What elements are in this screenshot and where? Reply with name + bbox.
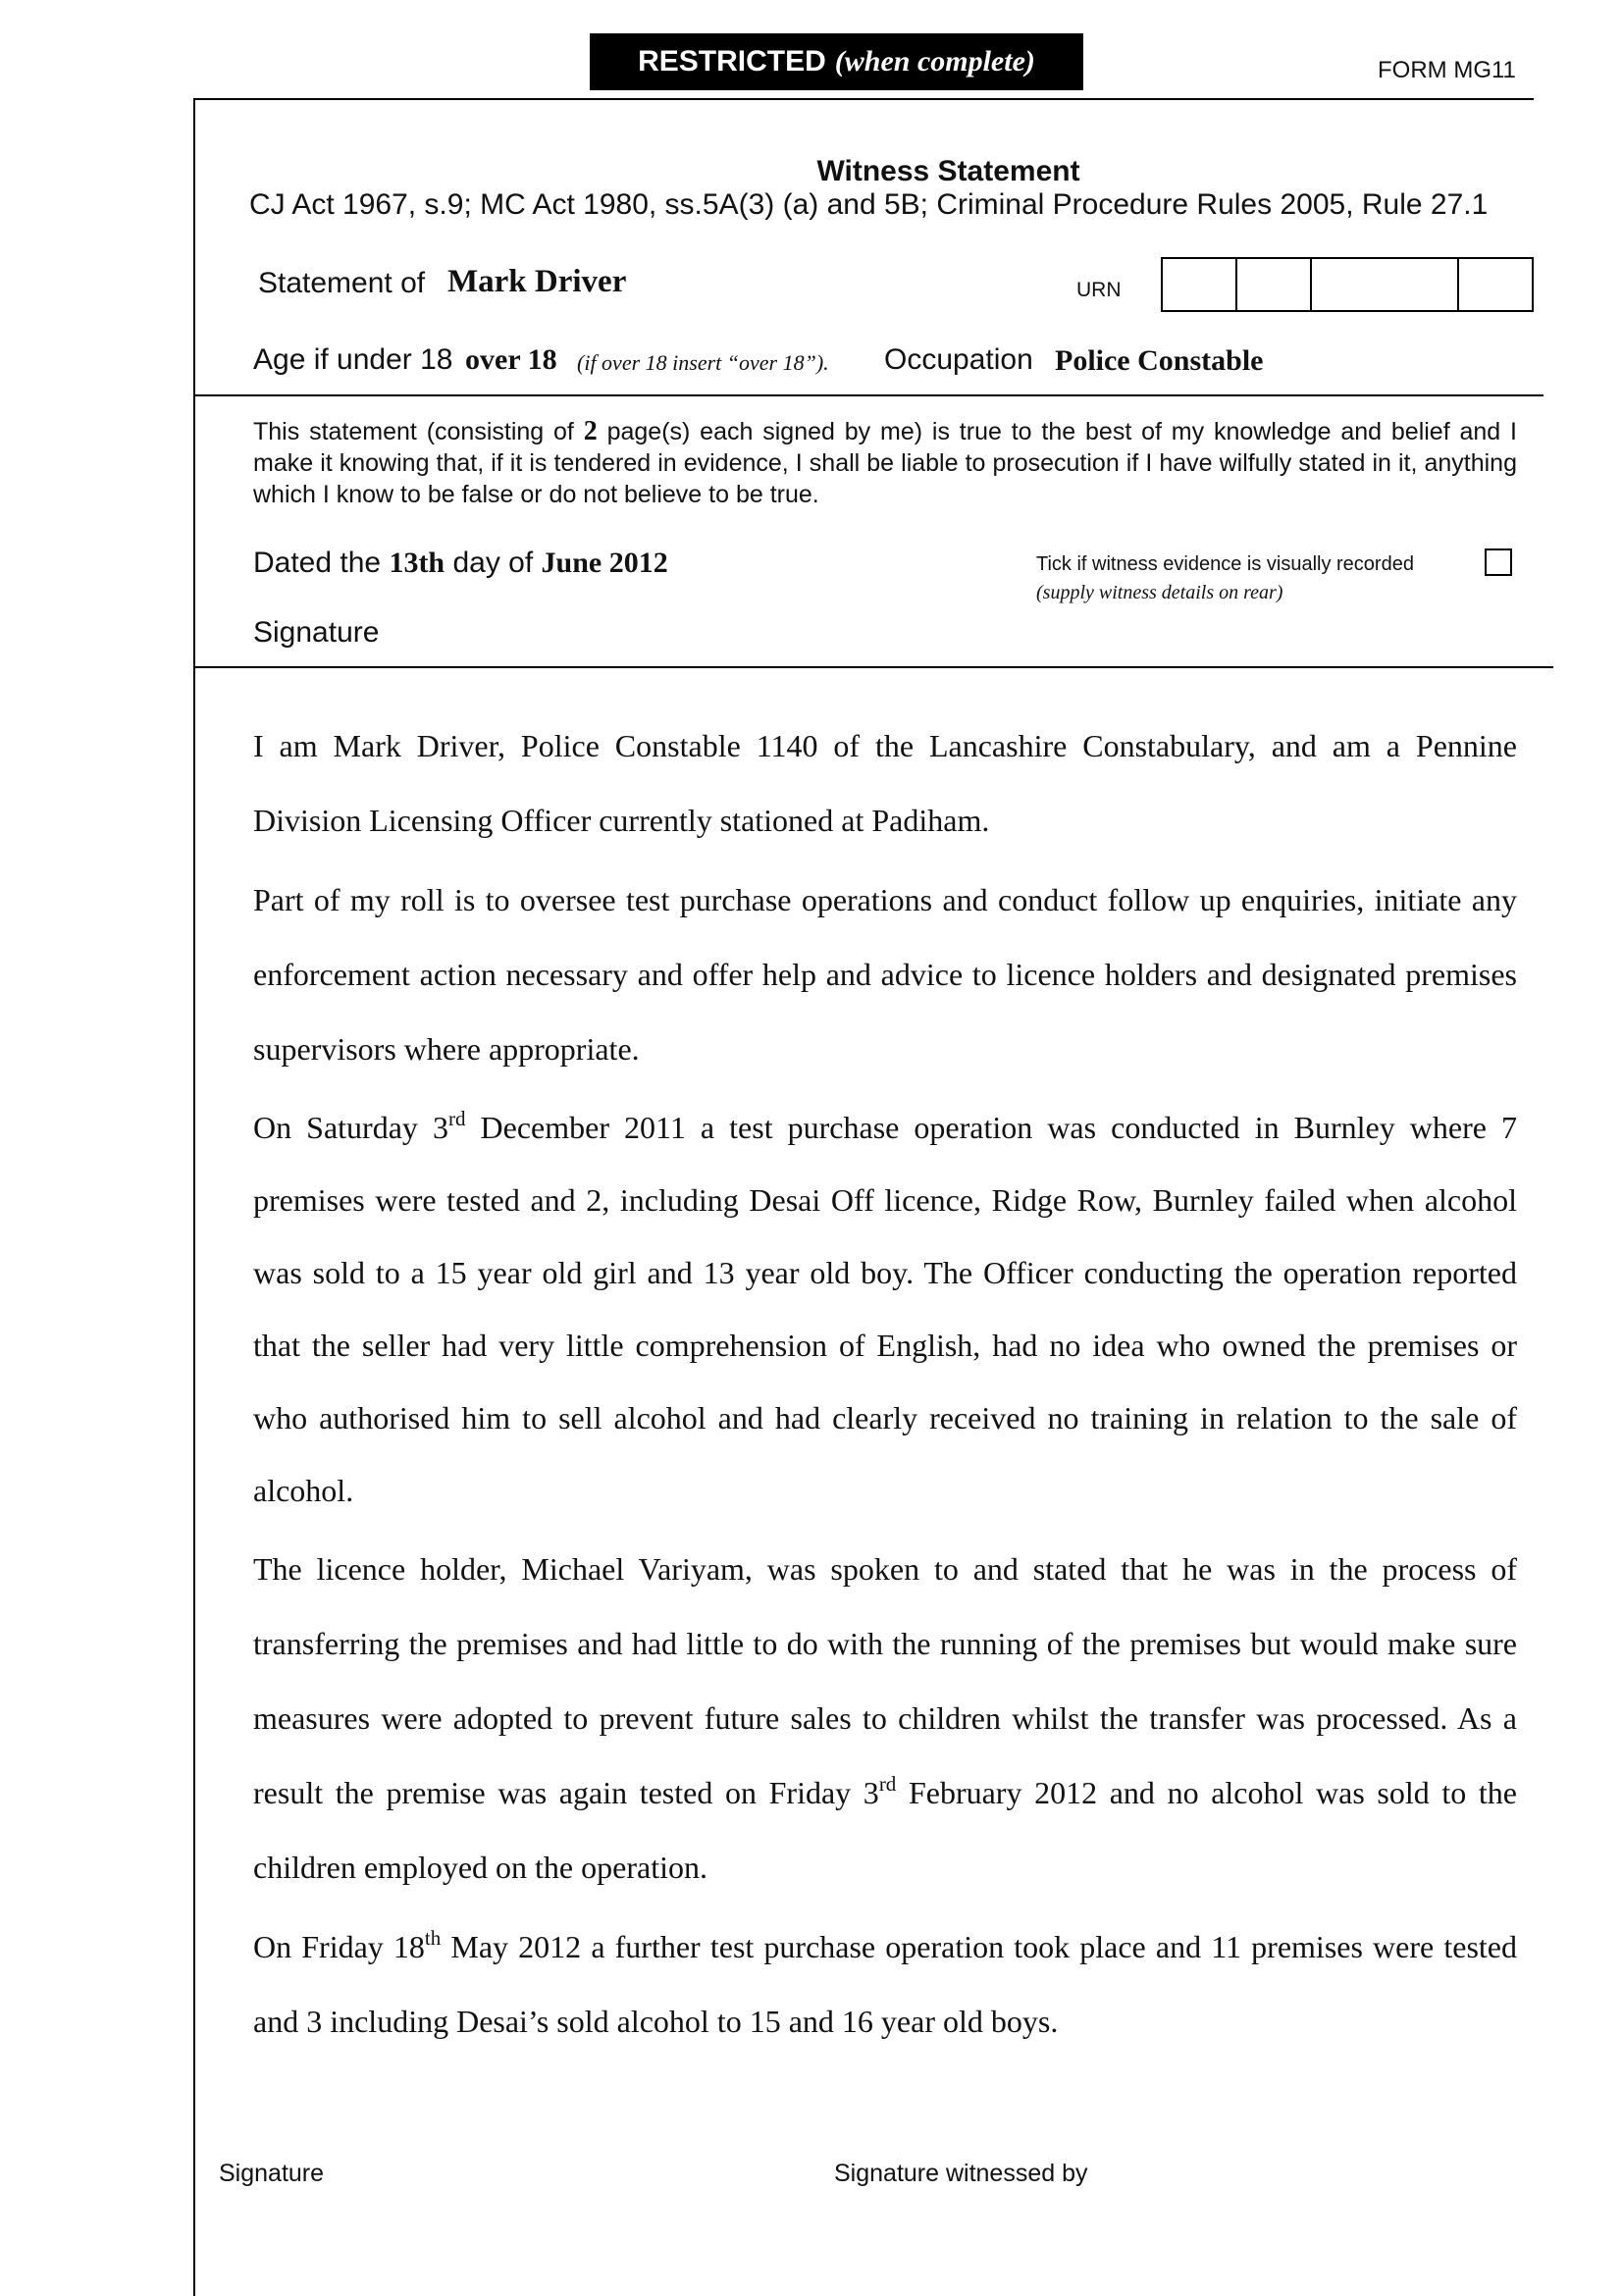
top-rule	[193, 98, 1534, 100]
banner-when-complete-text: (when complete)	[834, 45, 1035, 78]
form-title: Witness Statement	[816, 155, 1080, 187]
statement-of-field[interactable]: Mark Driver	[447, 264, 627, 299]
left-margin-rule	[193, 98, 195, 2296]
statement-paragraph	[253, 1091, 1517, 1527]
dated-prefix: Dated the	[253, 547, 382, 579]
paragraph-text: December 2011 a test purchase operation was conducted in Burnley where 7 premises were tested and 2, including Desai Off licence, Ridge Row, Burnley failed when alcohol was sold to a 15 year old girl and 13 year old boy. The Officer conducting the operation reported that the seller had very little comprehension of English, had no idea who owned the premises or who authorised him to sell alcohol and had clearly received no training in relation to the sale of alcohol.	[253, 1110, 1518, 1508]
dated-month-year-field[interactable]: June 2012	[541, 547, 668, 579]
urn-field[interactable]	[1161, 257, 1534, 312]
ordinal-suffix: rd	[447, 1107, 466, 1130]
dated-mid: day of	[452, 547, 534, 579]
paragraph-text: May 2012 a further test purchase operation took place and 11 premises were tested and 3 including Desai’s sold alcohol to 15 and 16 year old boys.	[253, 1929, 1518, 2039]
dated-line	[253, 547, 668, 580]
statement-paragraph	[253, 1909, 1517, 2059]
footer-witnessed-label: Signature witnessed by	[834, 2160, 1088, 2187]
banner-restricted-text: RESTRICTED	[638, 45, 826, 78]
urn-box[interactable]	[1459, 259, 1532, 310]
header-divider-rule	[193, 394, 1544, 396]
form-bottom-rule	[193, 666, 1553, 668]
age-hint: (if over 18 insert “over 18”).	[577, 350, 829, 375]
ordinal-suffix: rd	[878, 1772, 897, 1796]
form-code: FORM MG11	[1378, 57, 1516, 83]
page-count-field[interactable]: 2	[583, 416, 598, 446]
declaration-post: page(s) each signed by me) is true to the best of my knowledge and belief and I make it knowing that, if it is tendered in evidence, I shall be liable to prosecution if I have wilfully stated in it, anything which I know to be false or do not believe to be true.	[253, 418, 1518, 508]
statement-body	[253, 708, 1517, 2063]
restricted-banner	[590, 33, 1083, 90]
occupation-label: Occupation	[884, 343, 1033, 376]
form-subtitle: CJ Act 1967, s.9; MC Act 1980, ss.5A(3) (a) and 5B; Criminal Procedure Rules 2005, Rule 27.1	[249, 188, 1489, 221]
statement-paragraph: Part of my roll is to oversee test purchase operations and conduct follow up enquiries, initiate any enforcement action necessary and offer help and advice to licence holders and designated premises supervisors where appropriate.	[253, 882, 1517, 1067]
urn-box[interactable]	[1237, 259, 1312, 310]
occupation-field[interactable]: Police Constable	[1055, 344, 1264, 377]
ordinal-suffix: th	[424, 1926, 442, 1950]
declaration-text	[253, 416, 1517, 510]
statement-paragraph	[253, 1532, 1517, 1905]
footer-signature-label: Signature	[219, 2160, 325, 2187]
urn-box[interactable]	[1163, 259, 1237, 310]
visual-record-hint: (supply witness details on rear)	[1036, 582, 1283, 603]
statement-paragraph: I am Mark Driver, Police Constable 1140 of the Lancashire Constabulary, and am a Pennine Division Licensing Officer currently stationed at Padiham.	[253, 728, 1517, 838]
paragraph-text: On Friday 18	[253, 1929, 425, 1964]
paragraph-text: On Saturday 3	[253, 1110, 448, 1145]
paragraph-text: The licence holder, Michael Variyam, was spoken to and stated that he was in the process of transferring the premises and had little to do with the running of the premises but would make sure measures were adopted to prevent future sales to children whilst the transfer was processed. As a result the premise was again tested on Friday 3	[253, 1551, 1517, 1810]
visual-record-checkbox[interactable]	[1485, 548, 1512, 576]
visual-record-label: Tick if witness evidence is visually recorded	[1036, 553, 1414, 575]
age-label: Age if under 18	[253, 343, 453, 376]
urn-box[interactable]	[1312, 259, 1459, 310]
statement-of-label: Statement of	[258, 267, 426, 299]
dated-day-field[interactable]: 13th	[389, 547, 445, 579]
age-field[interactable]: over 18	[465, 343, 557, 376]
declaration-signature-label: Signature	[253, 616, 380, 649]
urn-label: URN	[1076, 279, 1122, 301]
declaration-pre: This statement (consisting of	[253, 418, 584, 445]
paragraph-text: February 2012 and no alcohol was sold to the children employed on the operation.	[253, 1775, 1518, 1885]
